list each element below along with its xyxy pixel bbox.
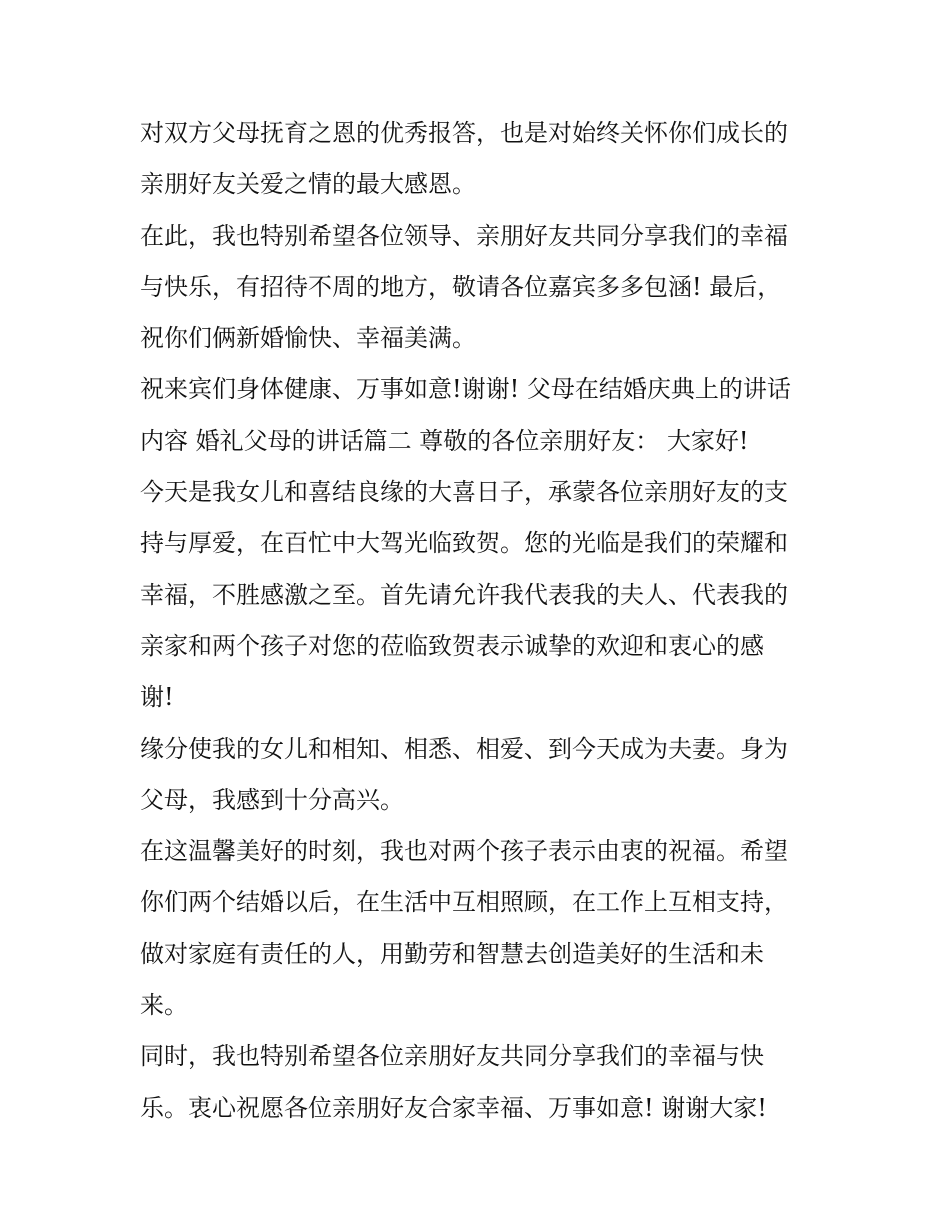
text-line: 乐。衷心祝愿各位亲朋好友合家幸福、万事如意! 谢谢大家! (140, 1093, 767, 1122)
text-line: 来。 (140, 991, 188, 1020)
text-line: 今天是我女儿和喜结良缘的大喜日子，承蒙各位亲朋好友的支 (140, 478, 788, 507)
text-line: 祝你们俩新婚愉快、幸福美满。 (140, 324, 476, 353)
document-body (140, 108, 820, 1134)
text-line: 亲家和两个孩子对您的莅临致贺表示诚挚的欢迎和衷心的感 (140, 631, 764, 660)
text-line: 在这温馨美好的时刻，我也对两个孩子表示由衷的祝福。希望 (140, 837, 788, 866)
text-line: 同时，我也特别希望各位亲朋好友共同分享我们的幸福与快 (140, 1042, 764, 1071)
text-line: 对双方父母抚育之恩的优秀报答，也是对始终关怀你们成长的 (140, 119, 788, 147)
text-line: 谢! (140, 683, 174, 712)
text-line: 祝来宾们身体健康、万事如意!谢谢! 父母在结婚庆典上的讲话 (140, 375, 791, 404)
text-line: 内容 婚礼父母的讲话篇二 尊敬的各位亲朋好友： 大家好! (140, 426, 749, 455)
text-line: 幸福，不胜感激之至。首先请允许我代表我的夫人、代表我的 (140, 580, 788, 609)
text-line: 缘分使我的女儿和相知、相悉、相爱、到今天成为夫妻。身为 (140, 734, 788, 763)
text-line: 做对家庭有责任的人，用勤劳和智慧去创造美好的生活和未 (140, 939, 764, 968)
text-line: 在此，我也特别希望各位领导、亲朋好友共同分享我们的幸福 (140, 221, 788, 250)
text-line: 与快乐，有招待不周的地方，敬请各位嘉宾多多包涵! 最后， (140, 272, 782, 301)
text-line: 亲朋好友关爱之情的最大感恩。 (140, 170, 476, 199)
text-line: 持与厚爱，在百忙中大驾光临致贺。您的光临是我们的荣耀和 (140, 529, 788, 558)
text-line: 你们两个结婚以后，在生活中互相照顾，在工作上互相支持， (140, 888, 788, 917)
text-line: 父母，我感到十分高兴。 (140, 785, 404, 814)
